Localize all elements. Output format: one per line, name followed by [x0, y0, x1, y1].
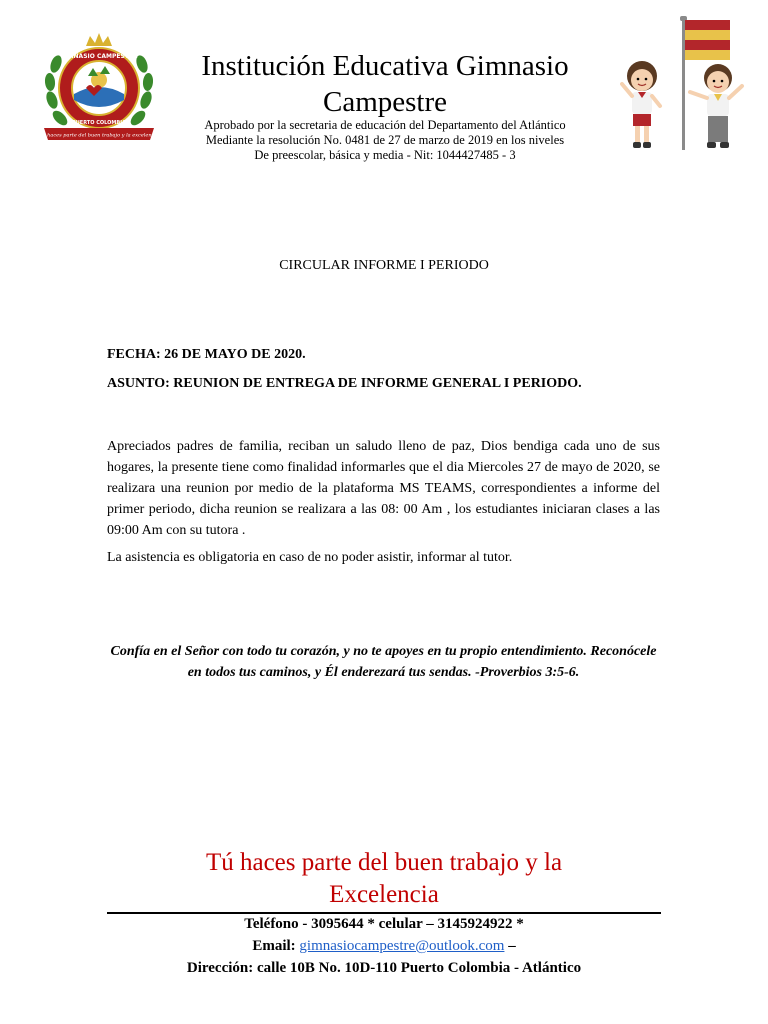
svg-text:PUERTO COLOMBIA: PUERTO COLOMBIA [72, 120, 126, 126]
body-paragraph: Apreciados padres de familia, reciban un saludo lleno de paz, Dios bendiga cada uno de sus hogares, la presente tiene como finalidad informarles que el dia Miercoles 27 de mayo de 2020, se realizara una reunion por medio de la plataforma MS TEAMS, correspondientes a informe del primer periodo, dicha reunion se realizara a las 08: 00 Am , los estudiantes iniciaran clases a las 09:00 Am con su tutora . [107, 439, 660, 538]
school-crest-logo-icon [38, 30, 160, 152]
subject-line: ASUNTO: REUNION DE ENTREGA DE INFORME GENERAL I PERIODO. [107, 376, 582, 391]
bible-verse: Confía en el Señor con todo tu corazón, y no te apoyes en tu propio entendimiento. Reconócele en todos tus caminos, y Él enderezará tus sendas. -Proverbios 3:5-6. [110, 644, 657, 680]
approval-text [190, 118, 580, 163]
circular-title: CIRCULAR INFORME I PERIODO [279, 258, 489, 273]
children-with-flag-illustration-icon [620, 14, 748, 152]
contact-block [100, 913, 668, 979]
address-line: Dirección: calle 10B No. 10D-110 Puerto Colombia - Atlántico [186, 960, 582, 976]
attendance-note: La asistencia es obligatoria en caso de no poder asistir, informar al tutor. [107, 550, 513, 565]
school-name-title: Institución Educativa Gimnasio Campestre [201, 50, 569, 118]
approval-line: Mediante la resolución No. 0481 de 27 de marzo de 2019 en los niveles [205, 133, 565, 147]
svg-text:GIMNASIO CAMPESTRE: GIMNASIO CAMPESTRE [60, 53, 138, 60]
email-line [100, 935, 668, 957]
approval-line: De preescolar, básica y media - Nit: 1044427485 - 3 [254, 148, 516, 162]
phone-line: Teléfono - 3095644 * celular – 3145924922 * [244, 916, 524, 932]
svg-text:Tu haces parte del buen trabaj: Tu haces parte del buen trabajo y la excelencia [39, 132, 159, 139]
date-line: FECHA: 26 DE MAYO DE 2020. [107, 347, 306, 362]
email-link[interactable]: gimnasiocampestre@outlook.com [299, 938, 505, 954]
footer-slogan: Tú haces parte del buen trabajo y la Excelencia [205, 849, 563, 908]
approval-line: Aprobado por la secretaria de educación del Departamento del Atlántico [204, 118, 566, 132]
email-suffix: – [504, 938, 516, 954]
email-label: Email: [252, 938, 296, 954]
